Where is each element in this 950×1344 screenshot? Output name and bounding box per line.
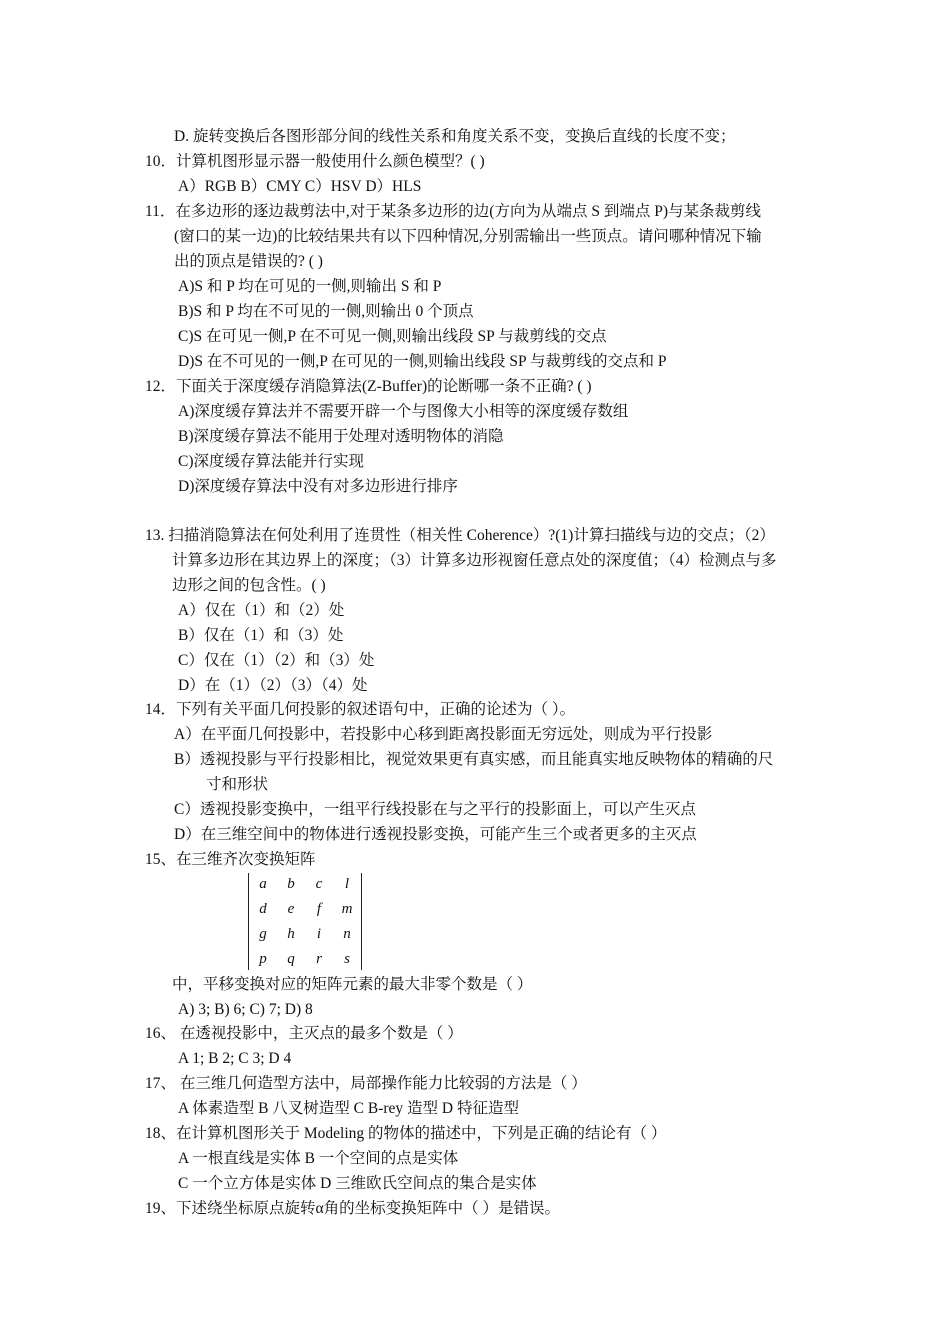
question-11-cont: 出的顶点是错误的? ( ) bbox=[174, 253, 323, 270]
q12-option-a: A)深度缓存算法并不需要开辟一个与图像大小相等的深度缓存数组 bbox=[178, 403, 629, 420]
question-15-cont: 中，平移变换对应的矩阵元素的最大非零个数是（ ） bbox=[172, 976, 533, 993]
q18-options-ab: A 一根直线是实体 B 一个空间的点是实体 bbox=[178, 1150, 459, 1167]
question-10: 10．计算机图形显示器一般使用什么颜色模型？( ) bbox=[145, 153, 485, 170]
q13-option-b: B）仅在（1）和（3）处 bbox=[178, 627, 344, 644]
matrix-cell: s bbox=[344, 951, 350, 967]
matrix-cell: c bbox=[315, 876, 323, 892]
matrix-cell: h bbox=[287, 926, 295, 942]
question-14: 14．下列有关平面几何投影的叙述语句中，正确的论述为（ ）。 bbox=[145, 701, 576, 718]
q11-option-a: A)S 和 P 均在可见的一侧,则输出 S 和 P bbox=[178, 278, 442, 295]
question-18: 18、在计算机图形关于 Modeling 的物体的描述中，下列是正确的结论有（ ） bbox=[145, 1125, 667, 1142]
q12-option-d: D)深度缓存算法中没有对多边形进行排序 bbox=[178, 478, 458, 495]
homogeneous-matrix bbox=[248, 873, 362, 970]
matrix-cell: l bbox=[344, 876, 350, 892]
q11-option-b: B)S 和 P 均在不可见的一侧,则输出 0 个顶点 bbox=[178, 303, 474, 320]
matrix-cell: f bbox=[316, 901, 322, 917]
question-13-cont: 计算多边形在其边界上的深度；（3）计算多边形视窗任意点处的深度值；（4）检测点与多 bbox=[172, 552, 777, 569]
question-19: 19、下述绕坐标原点旋转α角的坐标变换矩阵中（ ）是错误。 bbox=[145, 1200, 560, 1217]
question-11-cont: (窗口的某一边)的比较结果共有以下四种情况,分别需输出一些顶点。请问哪种情况下输 bbox=[174, 228, 762, 245]
q14-option-b-cont: 寸和形状 bbox=[206, 776, 269, 793]
matrix-cell: b bbox=[287, 876, 295, 892]
q14-option-a: A）在平面几何投影中，若投影中心移到距离投影面无穷远处，则成为平行投影 bbox=[174, 726, 713, 743]
q17-options: A 体素造型 B 八叉树造型 C B-rey 造型 D 特征造型 bbox=[178, 1100, 520, 1117]
q18-options-cd: C 一个立方体是实体 D 三维欧氏空间点的集合是实体 bbox=[178, 1175, 537, 1192]
q12-option-c: C)深度缓存算法能并行实现 bbox=[178, 453, 365, 470]
matrix-cell: q bbox=[287, 951, 295, 967]
question-17: 17、 在三维几何造型方法中，局部操作能力比较弱的方法是（ ） bbox=[145, 1075, 587, 1092]
matrix-cell: m bbox=[341, 901, 353, 917]
matrix-cell: n bbox=[343, 926, 351, 942]
q11-option-c: C)S 在可见一侧,P 在不可见一侧,则输出线段 SP 与裁剪线的交点 bbox=[178, 328, 607, 345]
q16-options: A 1; B 2; C 3; D 4 bbox=[178, 1050, 292, 1067]
matrix-cell: a bbox=[259, 876, 267, 892]
q13-option-a: A）仅在（1）和（2）处 bbox=[178, 602, 345, 619]
matrix-cell: g bbox=[259, 926, 267, 942]
q10-options: A）RGB B）CMY C）HSV D）HLS bbox=[178, 178, 422, 195]
q14-option-b: B）透视投影与平行投影相比，视觉效果更有真实感，而且能真实地反映物体的精确的尺 bbox=[174, 751, 774, 768]
question-12: 12．下面关于深度缓存消隐算法(Z-Buffer)的论断哪一条不正确? ( ) bbox=[145, 378, 592, 395]
matrix-cell: i bbox=[316, 926, 322, 942]
question-15: 15、在三维齐次变换矩阵 bbox=[145, 851, 316, 868]
matrix-cell: p bbox=[259, 951, 267, 967]
q13-option-c: C）仅在（1）（2）和（3）处 bbox=[178, 652, 375, 669]
q13-option-d: D）在（1）（2）（3）（4）处 bbox=[178, 677, 368, 694]
question-13: 13. 扫描消隐算法在何处利用了连贯性（相关性 Coherence）?(1)计算扫描线与边的交点；（2） bbox=[145, 527, 775, 544]
question-16: 16、 在透视投影中，主灭点的最多个数是（ ） bbox=[145, 1025, 463, 1042]
matrix-cell: d bbox=[259, 901, 267, 917]
text-line: D. 旋转变换后各图形部分间的线性关系和角度关系不变，变换后直线的长度不变； bbox=[174, 128, 736, 145]
matrix-cell: r bbox=[316, 951, 322, 967]
question-11: 11．在多边形的逐边裁剪法中,对于某条多边形的边(方向为从端点 S 到端点 P)与某条裁剪线 bbox=[145, 203, 761, 220]
q15-options: A) 3; B) 6; C) 7; D) 8 bbox=[178, 1001, 313, 1018]
question-13-cont: 边形之间的包含性。( ) bbox=[172, 577, 326, 594]
q11-option-d: D)S 在不可见的一侧,P 在可见的一侧,则输出线段 SP 与裁剪线的交点和 P bbox=[178, 353, 667, 370]
q14-option-c: C）透视投影变换中，一组平行线投影在与之平行的投影面上，可以产生灭点 bbox=[174, 801, 696, 818]
q12-option-b: B)深度缓存算法不能用于处理对透明物体的消隐 bbox=[178, 428, 504, 445]
matrix-cell: e bbox=[287, 901, 295, 917]
q14-option-d: D）在三维空间中的物体进行透视投影变换，可能产生三个或者更多的主灭点 bbox=[174, 826, 697, 843]
